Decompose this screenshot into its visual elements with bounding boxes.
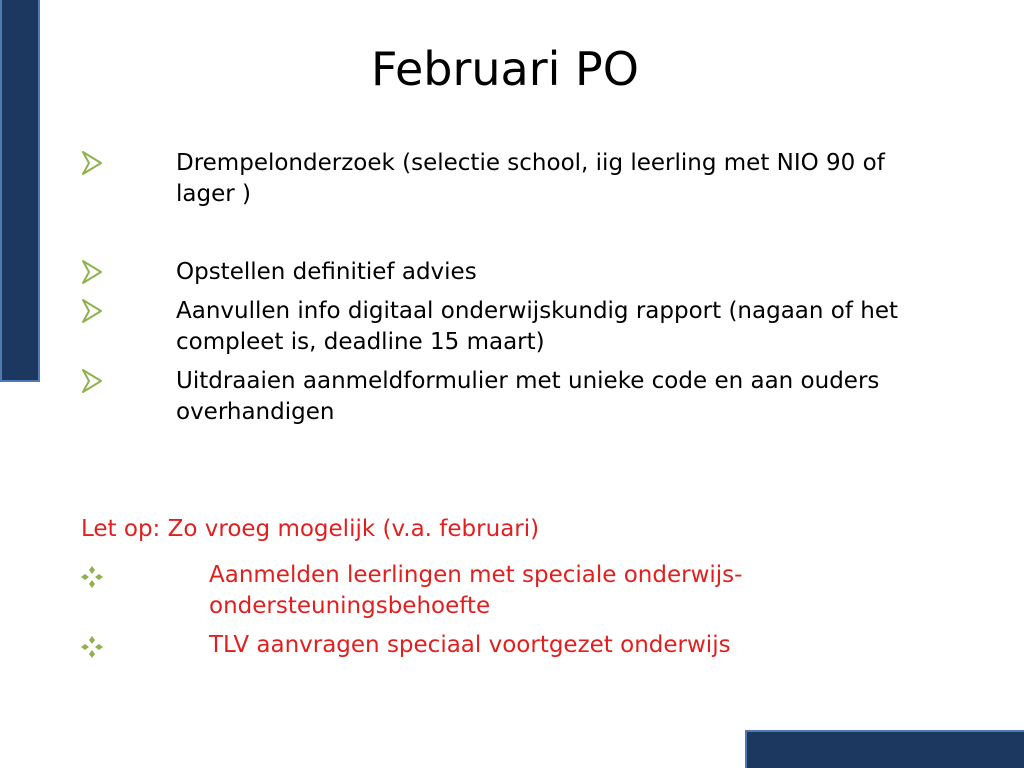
arrow-bullet-icon [80,368,104,394]
diamond-bullet-icon [80,635,104,659]
note-heading: Let op: Zo vroeg mogelijk (v.a. februari) [81,516,540,542]
note-list [0,560,1024,661]
bullet-item [0,366,1024,428]
bullet-text: Opstellen definitief advies [176,259,477,285]
bullet-item [0,257,1024,288]
diamond-bullet-icon [80,565,104,589]
note-item-text: Aanmelden leerlingen met speciale onderwijs-ondersteuningsbehoefte [209,562,743,619]
slide-title: Februari PO [371,42,639,96]
arrow-bullet-icon [80,259,104,285]
arrow-bullet-icon [80,150,104,176]
note-item [0,630,1024,661]
bullet-text: Aanvullen info digitaal onderwijskundig rapport (nagaan of het compleet is, deadline 15 maart) [176,298,898,355]
bullet-item [0,296,1024,358]
note-item [0,560,1024,622]
bullet-text: Drempelonderzoek (selectie school, iig leerling met NIO 90 of lager ) [176,150,885,207]
bottom-right-accent-block [745,730,1024,768]
note-item-text: TLV aanvragen speciaal voortgezet onderwijs [209,632,731,658]
bullet-text: Uitdraaien aanmeldformulier met unieke code en aan ouders overhandigen [176,368,880,425]
bullet-item [0,148,1024,210]
bullet-list [0,148,1024,428]
arrow-bullet-icon [80,298,104,324]
